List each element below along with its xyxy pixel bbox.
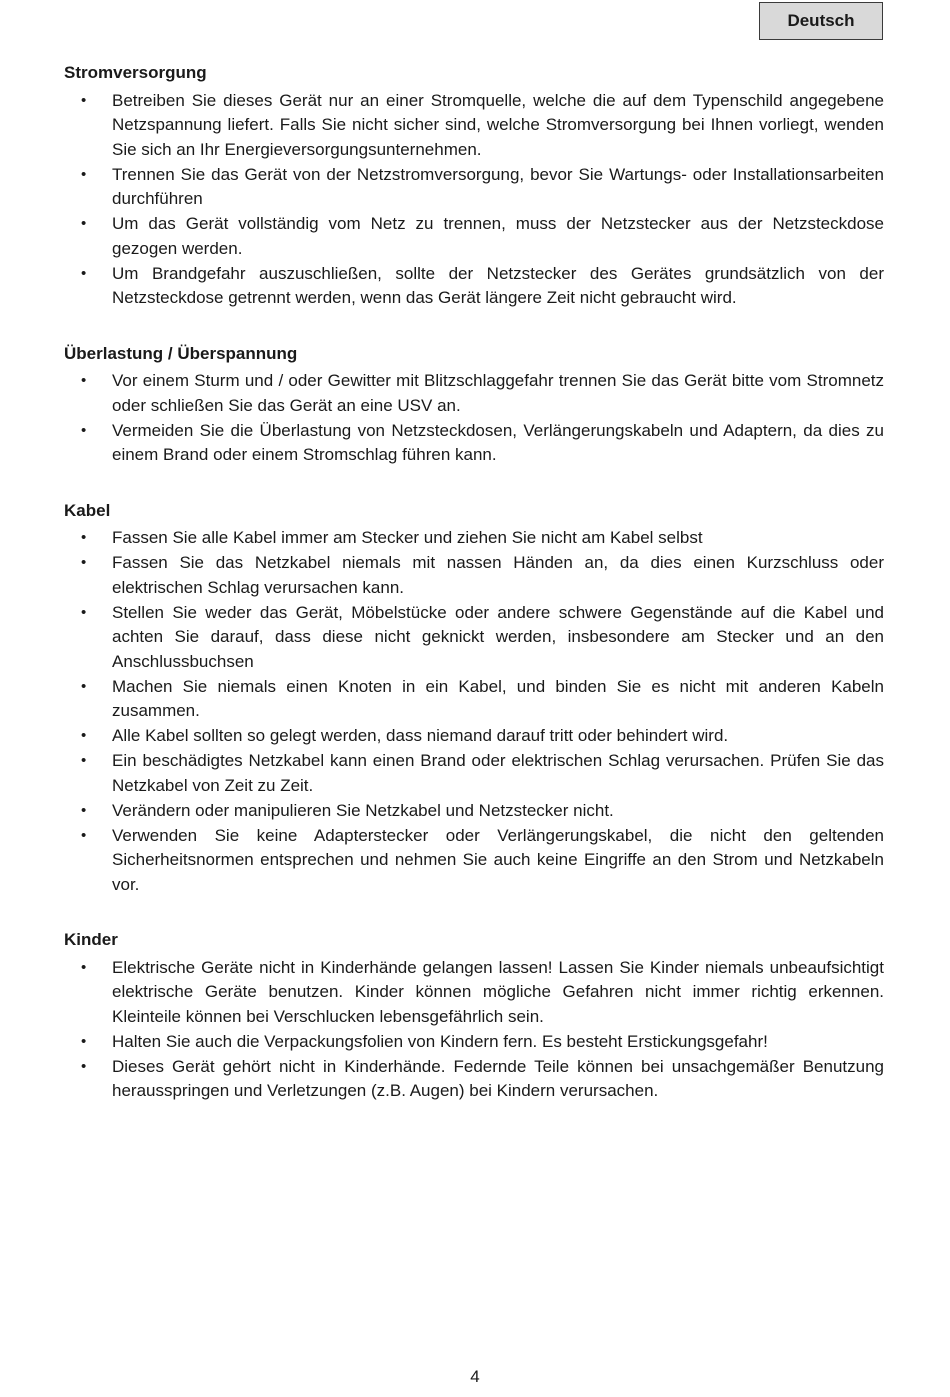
section-heading: Kabel xyxy=(64,500,111,520)
bullet-icon: • xyxy=(81,677,87,695)
bullet-icon: • xyxy=(81,529,87,546)
list-item xyxy=(64,749,884,798)
list-item xyxy=(64,419,884,468)
bullet-icon: • xyxy=(81,826,87,844)
section-stromversorgung xyxy=(64,61,884,311)
bullet-icon: • xyxy=(81,215,87,232)
list-item xyxy=(64,824,884,898)
list-item-text: Machen Sie niemals einen Knoten in ein Kabel, und binden Sie es nicht mit anderen Kabeln zusammen. xyxy=(112,676,884,720)
list-item-text: Verwenden Sie keine Adapterstecker oder Verlängerungskabel, die nicht den geltenden Sicherheitsnormen entsprechen und nehmen Sie auch keine Eingriffe an den Strom und Netzkabeln vor. xyxy=(112,825,884,894)
list-item-text: Um das Gerät vollständig vom Netz zu trennen, muss der Netzstecker aus der Netzsteckdose gezogen werden. xyxy=(112,214,884,258)
bullet-list xyxy=(64,526,884,897)
list-item xyxy=(64,163,884,212)
list-item-text: Alle Kabel sollten so gelegt werden, dass niemand darauf tritt oder behindert wird. xyxy=(112,726,729,745)
list-item-text: Elektrische Geräte nicht in Kinderhände gelangen lassen! Lassen Sie Kinder niemals unbeaufsichtigt elektrische Geräte benutzen. Kinder können mögliche Gefahren nicht immer richtig erkennen. Kleinteile können bei Verschlucken lebensgefährlich sein. xyxy=(112,957,884,1026)
bullet-list xyxy=(64,89,884,311)
bullet-icon: • xyxy=(81,603,87,621)
list-item xyxy=(64,262,884,311)
bullet-list xyxy=(64,369,884,468)
list-item xyxy=(64,551,884,600)
list-item-text: Um Brandgefahr auszuschließen, sollte der Netzstecker des Gerätes grundsätzlich von der Netzsteckdose getrennt werden, wenn das Gerät längere Zeit nicht gebraucht wird. xyxy=(112,263,884,307)
list-item-text: Fassen Sie das Netzkabel niemals mit nassen Händen an, da dies einen Kurzschluss oder elektrischen Schlag verursachen kann. xyxy=(112,553,884,597)
bullet-icon: • xyxy=(81,264,87,282)
list-item xyxy=(64,1030,884,1055)
section-ueberlastung xyxy=(64,342,884,468)
list-item xyxy=(64,212,884,261)
section-heading: Stromversorgung xyxy=(64,63,207,82)
bullet-icon: • xyxy=(81,1032,87,1050)
bullet-list xyxy=(64,956,884,1104)
list-item xyxy=(64,89,884,163)
document-body xyxy=(64,61,884,1135)
list-item xyxy=(64,799,884,824)
bullet-icon: • xyxy=(81,727,87,744)
list-item xyxy=(64,956,884,1030)
section-kabel xyxy=(64,499,884,898)
list-item xyxy=(64,369,884,418)
list-item-text: Fassen Sie alle Kabel immer am Stecker und ziehen Sie nicht am Kabel selbst xyxy=(112,528,703,547)
bullet-icon: • xyxy=(81,958,87,976)
bullet-icon: • xyxy=(81,372,87,389)
section-heading: Kinder xyxy=(64,930,118,949)
bullet-icon: • xyxy=(81,1057,87,1075)
bullet-icon: • xyxy=(81,91,87,109)
list-item-text: Stellen Sie weder das Gerät, Möbelstücke oder andere schwere Gegenstände auf die Kabel und achten Sie darauf, dass diese nicht geknickt werden, insbesondere am Stecker und an den Anschlussbuchsen xyxy=(112,602,884,671)
list-item-text: Verändern oder manipulieren Sie Netzkabel und Netzstecker nicht. xyxy=(112,800,614,820)
list-item xyxy=(64,724,884,749)
list-item-text: Halten Sie auch die Verpackungsfolien von Kindern fern. Es besteht Erstickungsgefahr! xyxy=(112,1031,768,1051)
list-item xyxy=(64,601,884,675)
list-item-text: Vor einem Sturm und / oder Gewitter mit Blitzschlaggefahr trennen Sie das Gerät bitte vom Stromnetz oder schließen Sie das Gerät an eine USV an. xyxy=(112,371,884,415)
list-item-text: Trennen Sie das Gerät von der Netzstromversorgung, bevor Sie Wartungs- oder Installationsarbeiten durchführen xyxy=(112,164,884,208)
language-label: Deutsch xyxy=(759,2,883,40)
list-item xyxy=(64,675,884,724)
section-heading: Überlastung / Überspannung xyxy=(64,343,298,363)
list-item-text: Dieses Gerät gehört nicht in Kinderhände. Federnde Teile können bei unsachgemäßer Benutzung herausspringen und Verletzungen (z.B. Augen) bei Kindern verursachen. xyxy=(112,1056,884,1100)
list-item-text: Ein beschädigtes Netzkabel kann einen Brand oder elektrischen Schlag verursachen. Prüfen Sie das Netzkabel von Zeit zu Zeit. xyxy=(112,751,884,795)
bullet-icon: • xyxy=(81,421,87,439)
bullet-icon: • xyxy=(81,752,87,769)
list-item xyxy=(64,526,884,551)
bullet-icon: • xyxy=(81,165,87,183)
list-item-text: Betreiben Sie dieses Gerät nur an einer Stromquelle, welche die auf dem Typenschild angegebene Netzspannung liefert. Falls Sie nicht sicher sind, welche Stromversorgung bei Ihnen vorliegt, wenden Sie sich an Ihr Energieversorgungsunternehmen. xyxy=(112,90,884,159)
bullet-icon: • xyxy=(81,554,87,571)
bullet-icon: • xyxy=(81,801,87,819)
section-kinder xyxy=(64,928,884,1104)
list-item xyxy=(64,1055,884,1104)
list-item-text: Vermeiden Sie die Überlastung von Netzsteckdosen, Verlängerungskabeln und Adaptern, da dies zu einem Brand oder einem Stromschlag führen kann. xyxy=(112,420,884,464)
page-number: 4 xyxy=(470,1367,480,1386)
